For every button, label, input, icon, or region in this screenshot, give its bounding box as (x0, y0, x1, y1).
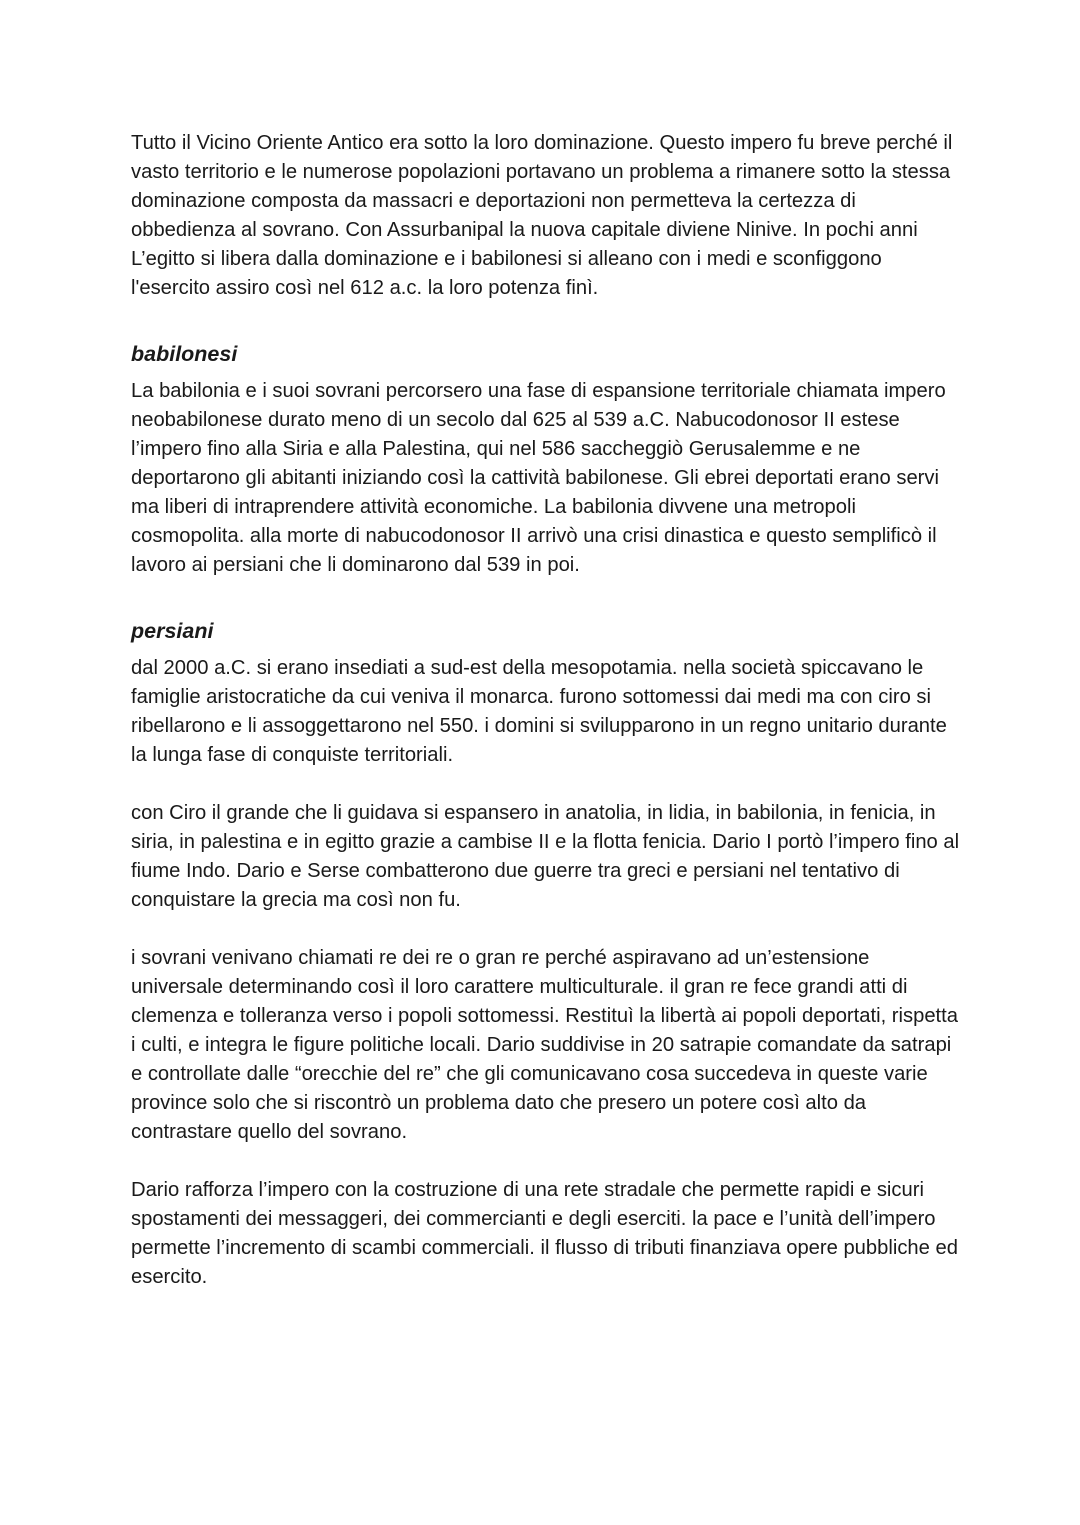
spacer (131, 580, 961, 617)
spacer (131, 646, 961, 654)
spacer (131, 303, 961, 340)
intro-paragraph: Tutto il Vicino Oriente Antico era sotto la loro dominazione. Questo impero fu breve perché il vasto territorio e le numerose popolazioni portavano un problema a rimanere sotto la stessa dominazione composta da massacri e deportazioni non permetteva la certezza di obbedienza al sovrano. Con Assurbanipal la nuova capitale diviene Ninive. In pochi anni L’egitto si libera dalla dominazione e i babilonesi si alleano con i medi e sconfiggono l'esercito assiro così nel 612 a.c. la loro potenza finì. (131, 132, 953, 299)
spacer (131, 369, 961, 377)
persiani-paragraph-4: Dario rafforza l’impero con la costruzione di una rete stradale che permette rapidi e sicuri spostamenti dei messaggeri, dei commercianti e degli eserciti. la pace e l’unità dell’impero permette l’incremento di scambi commerciali. il flusso di tributi finanziava opere pubbliche ed esercito. (131, 1179, 958, 1288)
heading-babilonesi: babilonesi (131, 342, 238, 366)
spacer (131, 915, 961, 944)
spacer (131, 770, 961, 799)
babilonesi-paragraph: La babilonia e i suoi sovrani percorsero una fase di espansione territoriale chiamata impero neobabilonese durato meno di un secolo dal 625 al 539 a.C. Nabucodonosor II estese l’impero fino alla Siria e alla Palestina, qui nel 586 saccheggiò Gerusalemme e ne deportarono gli abitanti iniziando così la cattività babilonese. Gli ebrei deportati erano servi ma liberi di intraprendere attività economiche. La babilonia divvene una metropoli cosmopolita. alla morte di nabucodonosor II arrivò una crisi dinastica e questo semplificò il lavoro ai persiani che li dominarono dal 539 in poi. (131, 380, 946, 576)
persiani-paragraph-2: con Ciro il grande che li guidava si espansero in anatolia, in lidia, in babilonia, in fenicia, in siria, in palestina e in egitto grazie a cambise II e la flotta fenicia. Dario I portò l’impero fino al fiume Indo. Dario e Serse combatterono due guerre tra greci e persiani nel tentativo di conquistare la grecia ma così non fu. (131, 802, 960, 911)
document-page (131, 129, 961, 1292)
heading-persiani: persiani (131, 619, 214, 643)
persiani-paragraph-1: dal 2000 a.C. si erano insediati a sud-est della mesopotamia. nella società spiccavano le famiglie aristocratiche da cui veniva il monarca. furono sottomessi dai medi ma con ciro si ribellarono e li assoggettarono nel 550. i domini si svilupparono in un regno unitario durante la lunga fase di conquiste territoriali. (131, 657, 947, 766)
spacer (131, 1147, 961, 1176)
persiani-paragraph-3: i sovrani venivano chiamati re dei re o gran re perché aspiravano ad un’estensione universale determinando così il loro carattere multiculturale. il gran re fece grandi atti di clemenza e tolleranza verso i popoli sottomessi. Restituì la libertà ai popoli deportati, rispetta i culti, e integra le figure politiche locali. Dario suddivise in 20 satrapie comandate da satrapi e controllate dalle “orecchie del re” che gli comunicavano cosa succedeva in queste varie province solo che si riscontrò un problema dato che presero un potere così alto da contrastare quello del sovrano. (131, 947, 958, 1143)
